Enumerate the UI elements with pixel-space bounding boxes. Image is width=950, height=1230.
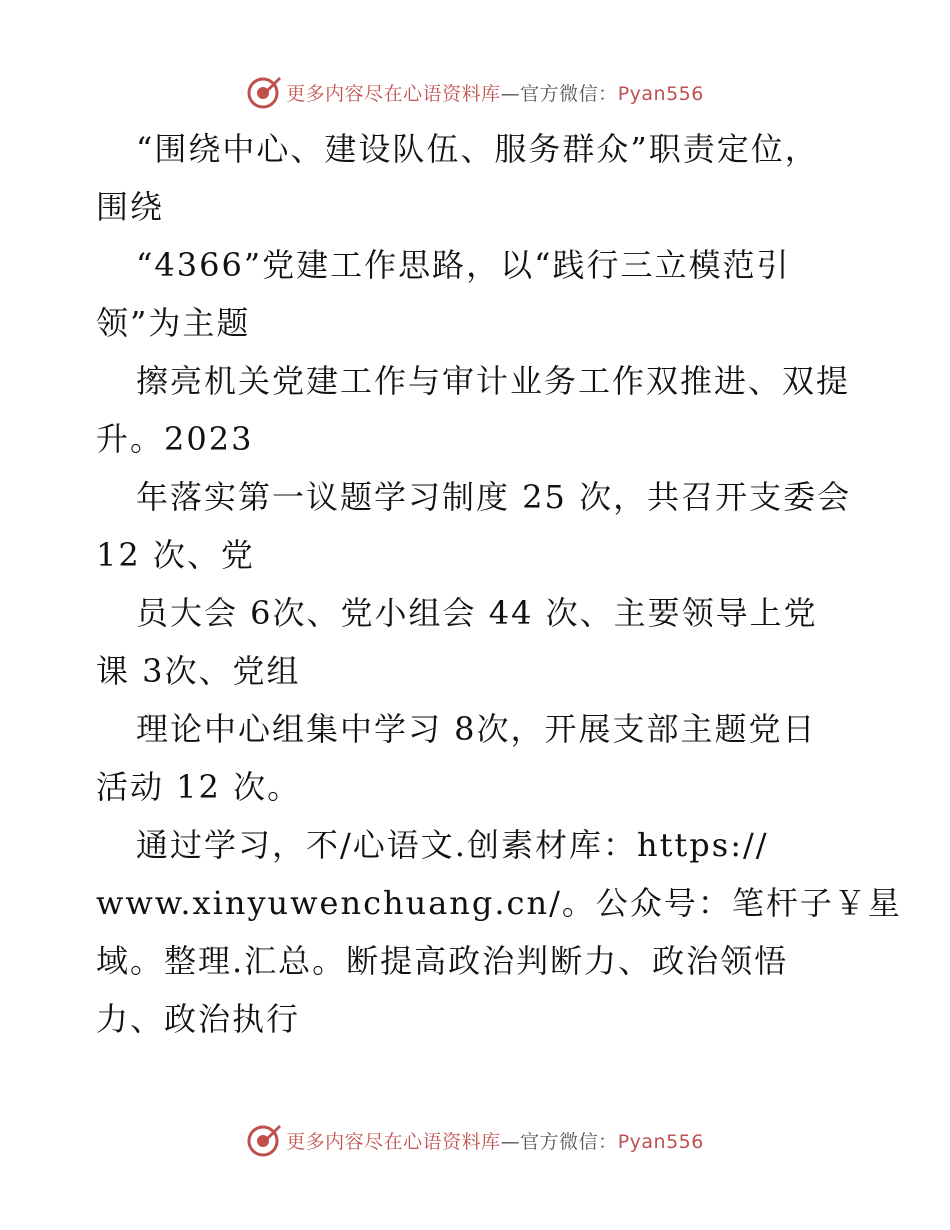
body-line: www.xinyuwenchuang.cn/。公众号：笔杆子￥星 — [96, 884, 902, 922]
footer-separator: — — [500, 1130, 521, 1153]
footer-brand: 更多内容尽在心语资料库 — [286, 1130, 501, 1153]
pen-logo-icon — [246, 1122, 282, 1158]
body-line: 员大会 6次、党小组会 44 次、主要领导上党 — [136, 594, 818, 632]
body-line: “围绕中心、建设队伍、服务群众”职责定位， — [136, 130, 819, 168]
body-line: “4366”党建工作思路，以“践行三立模范引 — [136, 246, 791, 284]
body-line: 升。2023 — [96, 420, 254, 458]
body-line: 活动 12 次。 — [96, 768, 302, 806]
document-body — [96, 120, 902, 1048]
body-line: 领”为主题 — [96, 304, 251, 342]
footer-banner — [0, 1118, 950, 1162]
body-line: 年落实第一议题学习制度 25 次，共召开支委会 — [136, 478, 852, 516]
body-line: 课 3次、党组 — [96, 652, 301, 690]
body-line: 12 次、党 — [96, 536, 255, 574]
header-separator: — — [500, 82, 521, 105]
header-wechat-label: 官方微信： — [520, 82, 618, 105]
footer-wechat-id: Pyan556 — [617, 1130, 704, 1153]
header-banner — [0, 70, 950, 114]
body-line: 围绕 — [96, 188, 165, 226]
footer-wechat-label: 官方微信： — [520, 1130, 618, 1153]
body-line: 擦亮机关党建工作与审计业务工作双推进、双提 — [136, 362, 851, 400]
footer-text — [286, 1127, 704, 1154]
header-text — [286, 79, 704, 106]
pen-logo-icon — [246, 74, 282, 110]
body-line: 域。整理.汇总。断提高政治判断力、政治领悟 — [96, 942, 789, 980]
body-line: 通过学习，不/心语文.创素材库：https:// — [136, 826, 769, 864]
body-line: 力、政治执行 — [96, 1000, 301, 1038]
header-brand: 更多内容尽在心语资料库 — [286, 82, 501, 105]
body-line: 理论中心组集中学习 8次，开展支部主题党日 — [136, 710, 817, 748]
header-wechat-id: Pyan556 — [617, 82, 704, 105]
